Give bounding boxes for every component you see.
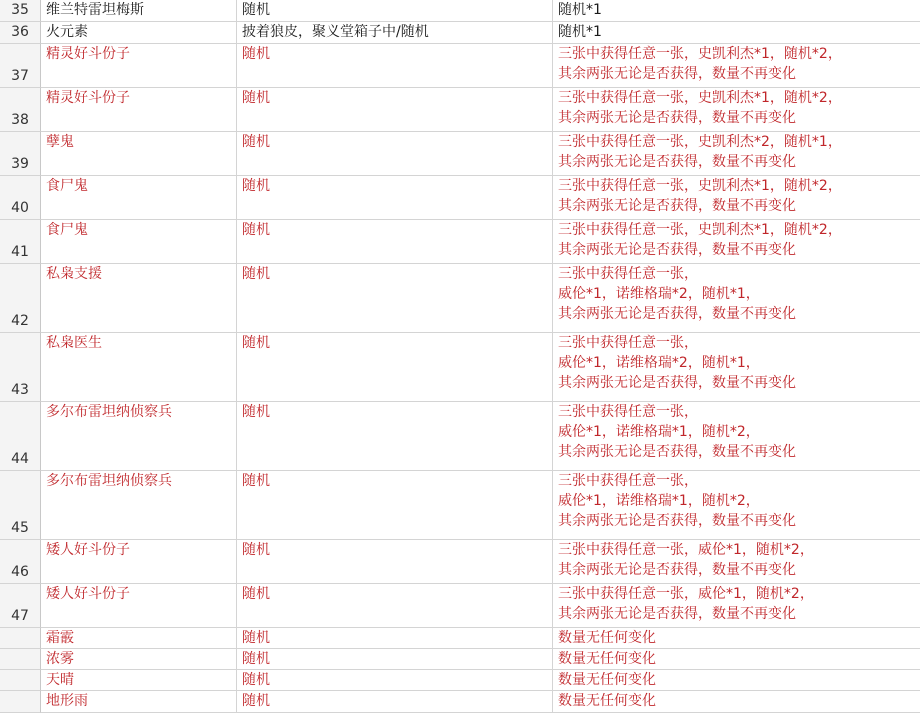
table-row <box>0 540 920 584</box>
row-number-header[interactable]: 47 <box>0 584 41 628</box>
cell-card-name[interactable] <box>41 691 237 713</box>
cell-text-line: 其余两张无论是否获得，数量不再变化 <box>558 242 796 258</box>
cell-text: 私枭医生 <box>46 335 102 351</box>
cell-card-name[interactable] <box>41 584 237 628</box>
cell-notes[interactable] <box>553 649 920 670</box>
cell-text: 维兰特雷坦梅斯 <box>46 2 144 18</box>
cell-card-name[interactable] <box>41 220 237 264</box>
cell-text-line: 威伦*1，诺维格瑞*1，随机*2， <box>558 493 760 509</box>
table-row <box>0 22 920 44</box>
cell-source[interactable] <box>237 691 553 713</box>
table-row <box>0 691 920 713</box>
cell-text-line: 数量无任何变化 <box>558 630 656 646</box>
cell-text-line: 其余两张无论是否获得，数量不再变化 <box>558 606 796 622</box>
cell-card-name[interactable] <box>41 540 237 584</box>
cell-text-line: 三张中获得任意一张，威伦*1，随机*2， <box>558 542 814 558</box>
table-row <box>0 264 920 333</box>
cell-notes[interactable] <box>553 670 920 691</box>
cell-text-line: 三张中获得任意一张，史凯利杰*1，随机*2， <box>558 90 842 106</box>
cell-text: 矮人好斗份子 <box>46 586 130 602</box>
table-row <box>0 88 920 132</box>
cell-text-line: 威伦*1，诺维格瑞*2，随机*1， <box>558 355 760 371</box>
cell-text: 孽鬼 <box>46 134 74 150</box>
table-row <box>0 471 920 540</box>
cell-notes[interactable] <box>553 471 920 540</box>
row-number-header[interactable]: 37 <box>0 44 41 88</box>
cell-notes[interactable] <box>553 540 920 584</box>
cell-text: 霜霰 <box>46 630 74 646</box>
cell-text-line: 随机*1 <box>558 24 602 40</box>
cell-text-line: 数量无任何变化 <box>558 693 656 709</box>
cell-text: 天晴 <box>46 672 74 688</box>
cell-text-line: 威伦*1，诺维格瑞*1，随机*2， <box>558 424 760 440</box>
cell-text: 披着狼皮，聚义堂箱子中/随机 <box>242 24 429 40</box>
row-number-header[interactable]: 36 <box>0 22 41 44</box>
cell-notes[interactable] <box>553 584 920 628</box>
cell-source[interactable] <box>237 22 553 44</box>
cell-text: 食尸鬼 <box>46 222 88 238</box>
cell-card-name[interactable] <box>41 132 237 176</box>
cell-notes[interactable] <box>553 628 920 649</box>
row-number-header[interactable] <box>0 628 41 649</box>
table-row <box>0 670 920 691</box>
cell-notes[interactable] <box>553 264 920 333</box>
cell-text: 精灵好斗份子 <box>46 90 130 106</box>
cell-card-name[interactable] <box>41 333 237 402</box>
cell-text: 随机 <box>242 586 270 602</box>
cell-source[interactable] <box>237 264 553 333</box>
cell-text-line: 三张中获得任意一张， <box>558 473 698 489</box>
cell-text: 随机 <box>242 630 270 646</box>
cell-card-name[interactable] <box>41 649 237 670</box>
cell-text-line: 其余两张无论是否获得，数量不再变化 <box>558 198 796 214</box>
cell-text-line: 威伦*1，诺维格瑞*2，随机*1， <box>558 286 760 302</box>
cell-source[interactable] <box>237 540 553 584</box>
cell-source[interactable] <box>237 471 553 540</box>
cell-source[interactable] <box>237 176 553 220</box>
cell-notes[interactable] <box>553 88 920 132</box>
cell-text: 精灵好斗份子 <box>46 46 130 62</box>
cell-card-name[interactable] <box>41 402 237 471</box>
row-number-header[interactable] <box>0 691 41 713</box>
cell-source[interactable] <box>237 0 553 22</box>
cell-text-line: 其余两张无论是否获得，数量不再变化 <box>558 154 796 170</box>
cell-card-name[interactable] <box>41 88 237 132</box>
table-row <box>0 132 920 176</box>
table-row <box>0 649 920 670</box>
cell-text-line: 数量无任何变化 <box>558 651 656 667</box>
cell-text: 随机 <box>242 134 270 150</box>
cell-notes[interactable] <box>553 402 920 471</box>
row-number-header[interactable]: 43 <box>0 333 41 402</box>
cell-text-line: 三张中获得任意一张，威伦*1，随机*2， <box>558 586 814 602</box>
cell-text-line: 三张中获得任意一张， <box>558 404 698 420</box>
table-row <box>0 402 920 471</box>
cell-source[interactable] <box>237 44 553 88</box>
cell-text: 随机 <box>242 542 270 558</box>
cell-text: 随机 <box>242 404 270 420</box>
cell-text-line: 随机*1 <box>558 2 602 18</box>
row-number-header[interactable]: 40 <box>0 176 41 220</box>
cell-text: 随机 <box>242 473 270 489</box>
cell-text-line: 其余两张无论是否获得，数量不再变化 <box>558 306 796 322</box>
table-row <box>0 44 920 88</box>
cell-text: 多尔布雷坦纳侦察兵 <box>46 473 172 489</box>
cell-source[interactable] <box>237 402 553 471</box>
cell-text: 浓雾 <box>46 651 74 667</box>
cell-card-name[interactable] <box>41 264 237 333</box>
cell-text: 随机 <box>242 46 270 62</box>
cell-text: 随机 <box>242 693 270 709</box>
row-number-header[interactable]: 41 <box>0 220 41 264</box>
cell-text-line: 其余两张无论是否获得，数量不再变化 <box>558 66 796 82</box>
cell-text: 矮人好斗份子 <box>46 542 130 558</box>
cell-source[interactable] <box>237 88 553 132</box>
cell-text-line: 其余两张无论是否获得，数量不再变化 <box>558 375 796 391</box>
cell-card-name[interactable] <box>41 670 237 691</box>
cell-card-name[interactable] <box>41 0 237 22</box>
row-number-header[interactable]: 35 <box>0 0 41 22</box>
cell-text: 随机 <box>242 222 270 238</box>
row-number-header[interactable]: 39 <box>0 132 41 176</box>
cell-notes[interactable] <box>553 132 920 176</box>
table-row <box>0 628 920 649</box>
cell-source[interactable] <box>237 670 553 691</box>
cell-text: 私枭支援 <box>46 266 102 282</box>
cell-text: 火元素 <box>46 24 88 40</box>
cell-text-line: 三张中获得任意一张，史凯利杰*2，随机*1， <box>558 134 842 150</box>
cell-text: 多尔布雷坦纳侦察兵 <box>46 404 172 420</box>
cell-card-name[interactable] <box>41 22 237 44</box>
row-number-header[interactable]: 38 <box>0 88 41 132</box>
cell-text-line: 其余两张无论是否获得，数量不再变化 <box>558 444 796 460</box>
cell-text-line: 三张中获得任意一张， <box>558 266 698 282</box>
cell-notes[interactable] <box>553 0 920 22</box>
cell-text: 随机 <box>242 266 270 282</box>
cell-notes[interactable] <box>553 220 920 264</box>
cell-notes[interactable] <box>553 22 920 44</box>
cell-source[interactable] <box>237 220 553 264</box>
cell-text: 随机 <box>242 2 270 18</box>
cell-notes[interactable] <box>553 333 920 402</box>
cell-text: 食尸鬼 <box>46 178 88 194</box>
table-row <box>0 584 920 628</box>
cell-text-line: 三张中获得任意一张，史凯利杰*1，随机*2， <box>558 46 842 62</box>
cell-notes[interactable] <box>553 176 920 220</box>
cell-source[interactable] <box>237 333 553 402</box>
cell-card-name[interactable] <box>41 44 237 88</box>
cell-text-line: 三张中获得任意一张，史凯利杰*1，随机*2， <box>558 222 842 238</box>
cell-source[interactable] <box>237 628 553 649</box>
table-row <box>0 220 920 264</box>
cell-text: 随机 <box>242 651 270 667</box>
cell-text: 地形雨 <box>46 693 88 709</box>
cell-text-line: 其余两张无论是否获得，数量不再变化 <box>558 513 796 529</box>
cell-notes[interactable] <box>553 44 920 88</box>
cell-card-name[interactable] <box>41 176 237 220</box>
cell-text-line: 其余两张无论是否获得，数量不再变化 <box>558 110 796 126</box>
row-number-header[interactable]: 45 <box>0 471 41 540</box>
table-row <box>0 333 920 402</box>
cell-text-line: 数量无任何变化 <box>558 672 656 688</box>
row-number-header[interactable]: 42 <box>0 264 41 333</box>
cell-source[interactable] <box>237 132 553 176</box>
cell-text: 随机 <box>242 90 270 106</box>
table-row <box>0 176 920 220</box>
cell-card-name[interactable] <box>41 471 237 540</box>
cell-text-line: 三张中获得任意一张， <box>558 335 698 351</box>
cell-text-line: 其余两张无论是否获得，数量不再变化 <box>558 562 796 578</box>
cell-text: 随机 <box>242 672 270 688</box>
cell-text: 随机 <box>242 335 270 351</box>
row-number-header[interactable]: 46 <box>0 540 41 584</box>
cell-text-line: 三张中获得任意一张，史凯利杰*1，随机*2， <box>558 178 842 194</box>
cell-source[interactable] <box>237 649 553 670</box>
cell-card-name[interactable] <box>41 628 237 649</box>
cell-source[interactable] <box>237 584 553 628</box>
table-row <box>0 0 920 22</box>
row-number-header[interactable] <box>0 670 41 691</box>
cell-notes[interactable] <box>553 691 920 713</box>
row-number-header[interactable]: 44 <box>0 402 41 471</box>
row-number-header[interactable] <box>0 649 41 670</box>
cell-text: 随机 <box>242 178 270 194</box>
